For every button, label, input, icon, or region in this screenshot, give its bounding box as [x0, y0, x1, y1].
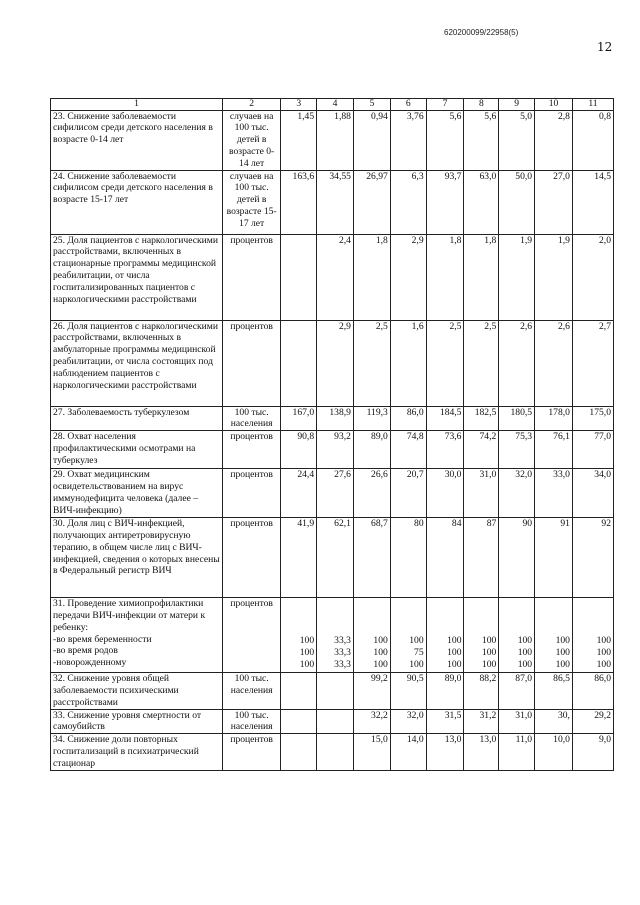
column-header: 3 [281, 99, 317, 111]
value-cell: 26,97 [353, 170, 390, 234]
value-cell: 9,0 [572, 734, 613, 770]
value-cell: 1,8 [426, 234, 464, 320]
value-cell: 180,5 [499, 406, 535, 431]
indicator-name-cell: 23. Снижение заболеваемости сифилисом среди детского населения в возрасте 0-14 лет [51, 110, 223, 170]
sub-value: 100 [409, 635, 424, 647]
value-cell: 10,0 [535, 734, 573, 770]
value-cell: 90 [499, 518, 535, 598]
value-cell: 93,7 [426, 170, 464, 234]
value-cell: 88,2 [464, 673, 499, 709]
column-header: 2 [222, 99, 280, 111]
value-cell: 91 [535, 518, 573, 598]
indicator-name-cell: 30. Доля лиц с ВИЧ-инфекцией, получающих антиретровирусную терапию, в общем числе лиц с ВИЧ-инфекцией, сведения о которых внесены в Федеральный регистр ВИЧ [51, 518, 223, 598]
indicator-name-cell: 33. Снижение уровня смертности от самоубийств [51, 709, 223, 734]
sub-value: 100 [555, 646, 570, 658]
value-cell: 2,4 [317, 234, 354, 320]
value-cell: 13,0 [464, 734, 499, 770]
value-cell: 89,0 [353, 431, 390, 469]
table-row [51, 170, 614, 234]
header-row [51, 99, 614, 111]
value-cell: 74,8 [390, 431, 426, 469]
sub-value: 100 [596, 635, 611, 647]
value-cell: 2,5 [353, 320, 390, 406]
indicator-name-cell: 32. Снижение уровня общей заболеваемости психическими расстройствами [51, 673, 223, 709]
sub-value: 100 [447, 646, 462, 658]
value-cell: 184,5 [426, 406, 464, 431]
unit-cell: процентов [222, 469, 280, 518]
sub-indicator-label: -новорожденному [53, 657, 127, 669]
unit-cell: процентов [222, 734, 280, 770]
value-cell [281, 320, 317, 406]
value-cell: 11,0 [499, 734, 535, 770]
value-cell [281, 734, 317, 770]
table-row [51, 110, 614, 170]
value-cell: 2,0 [572, 234, 613, 320]
value-cell: 0,8 [572, 110, 613, 170]
value-cell: 32,2 [353, 709, 390, 734]
sub-value: 100 [299, 646, 315, 658]
value-cell: 3,76 [390, 110, 426, 170]
table-row [51, 431, 614, 469]
value-cell: 32,0 [390, 709, 426, 734]
value-cell: 86,0 [572, 673, 613, 709]
sub-value: 100 [517, 635, 533, 647]
value-cell: 92 [572, 518, 613, 598]
value-cell: 89,0 [426, 673, 464, 709]
indicator-name-cell: 27. Заболеваемость туберкулезом [51, 406, 223, 431]
sub-value: 100 [517, 646, 533, 658]
value-cell: 33,0 [535, 469, 573, 518]
value-cell [281, 598, 317, 673]
value-cell [464, 598, 499, 673]
value-cell: 14,5 [572, 170, 613, 234]
value-cell: 2,8 [535, 110, 573, 170]
table-row [51, 320, 614, 406]
sub-value: 100 [299, 658, 315, 670]
value-cell: 1,9 [499, 234, 535, 320]
unit-cell: случаев на 100 тыс. детей в возрасте 0-14 лет [222, 110, 280, 170]
value-cell: 1,88 [317, 110, 354, 170]
indicator-name-cell [51, 598, 223, 673]
indicator-name-cell: 29. Охват медицинским освидетельствованием на вирус иммунодефицита человека (далее – ВИЧ-инфекцию) [51, 469, 223, 518]
value-cell: 2,9 [390, 234, 426, 320]
value-cell: 5,6 [464, 110, 499, 170]
value-cell: 20,7 [390, 469, 426, 518]
value-cell: 0,94 [353, 110, 390, 170]
value-cell: 163,6 [281, 170, 317, 234]
column-header: 4 [317, 99, 354, 111]
sub-value: 100 [481, 646, 497, 658]
value-cell [499, 598, 535, 673]
sub-value: 100 [447, 658, 462, 670]
column-header: 5 [353, 99, 390, 111]
value-cell: 2,5 [464, 320, 499, 406]
table-row [51, 673, 614, 709]
table-body [51, 99, 614, 771]
value-cell: 2,7 [572, 320, 613, 406]
value-cell [353, 598, 390, 673]
value-cell: 2,6 [499, 320, 535, 406]
document-code: 620200099/22958(5) [444, 28, 519, 37]
value-cell [281, 234, 317, 320]
value-cell [317, 734, 354, 770]
value-cell: 34,0 [572, 469, 613, 518]
table-row [51, 709, 614, 734]
sub-value: 33,3 [334, 635, 351, 647]
value-cell: 62,1 [317, 518, 354, 598]
value-cell: 14,0 [390, 734, 426, 770]
unit-cell: случаев на 100 тыс. детей в возрасте 15-17 лет [222, 170, 280, 234]
indicator-name-cell: 24. Снижение заболеваемости сифилисом среди детского населения в возрасте 15-17 лет [51, 170, 223, 234]
table-row [51, 234, 614, 320]
sub-value: 75 [414, 646, 424, 658]
sub-value: 100 [555, 635, 570, 647]
value-cell: 80 [390, 518, 426, 598]
unit-cell: процентов [222, 518, 280, 598]
value-cell: 29,2 [572, 709, 613, 734]
value-cell: 182,5 [464, 406, 499, 431]
sub-value: 100 [409, 658, 424, 670]
value-cell: 74,2 [464, 431, 499, 469]
unit-cell: 100 тыс. населения [222, 673, 280, 709]
column-header: 8 [464, 99, 499, 111]
value-cell: 63,0 [464, 170, 499, 234]
value-cell: 77,0 [572, 431, 613, 469]
value-cell: 86,5 [535, 673, 573, 709]
sub-value: 33,3 [334, 646, 351, 658]
unit-cell: процентов [222, 598, 280, 673]
unit-cell: процентов [222, 234, 280, 320]
table-row [51, 598, 614, 673]
column-header: 10 [535, 99, 573, 111]
value-cell: 27,0 [535, 170, 573, 234]
column-header: 6 [390, 99, 426, 111]
value-cell: 41,9 [281, 518, 317, 598]
value-cell: 99,2 [353, 673, 390, 709]
value-cell: 87 [464, 518, 499, 598]
value-cell [390, 598, 426, 673]
value-cell: 90,8 [281, 431, 317, 469]
table-row [51, 518, 614, 598]
value-cell: 31,0 [499, 709, 535, 734]
value-cell [535, 598, 573, 673]
value-cell: 76,1 [535, 431, 573, 469]
value-cell: 86,0 [390, 406, 426, 431]
value-cell [281, 709, 317, 734]
value-cell: 2,9 [317, 320, 354, 406]
value-cell: 119,3 [353, 406, 390, 431]
unit-cell: процентов [222, 431, 280, 469]
value-cell: 31,2 [464, 709, 499, 734]
sub-value: 100 [373, 658, 388, 670]
value-cell [317, 598, 354, 673]
value-cell: 26,6 [353, 469, 390, 518]
unit-cell: 100 тыс. населения [222, 709, 280, 734]
value-cell: 1,8 [353, 234, 390, 320]
sub-value: 100 [481, 658, 497, 670]
column-header: 11 [572, 99, 613, 111]
value-cell: 6,3 [390, 170, 426, 234]
sub-value: 100 [299, 635, 315, 647]
value-cell: 1,8 [464, 234, 499, 320]
column-header: 9 [499, 99, 535, 111]
indicator-table [50, 98, 614, 771]
value-cell [317, 709, 354, 734]
value-cell: 1,45 [281, 110, 317, 170]
value-cell: 87,0 [499, 673, 535, 709]
unit-cell: 100 тыс. населения [222, 406, 280, 431]
value-cell: 84 [426, 518, 464, 598]
table-row [51, 734, 614, 770]
value-cell: 175,0 [572, 406, 613, 431]
sub-value: 100 [517, 658, 533, 670]
sub-value: 100 [373, 646, 388, 658]
sub-value: 100 [447, 635, 462, 647]
sub-value: 100 [555, 658, 570, 670]
value-cell: 138,9 [317, 406, 354, 431]
sub-value: 100 [596, 658, 611, 670]
value-cell: 31,5 [426, 709, 464, 734]
column-header: 1 [51, 99, 223, 111]
value-cell: 2,5 [426, 320, 464, 406]
sub-value: 100 [596, 646, 611, 658]
value-cell: 30,0 [426, 469, 464, 518]
page-number: 12 [597, 40, 613, 54]
value-cell: 178,0 [535, 406, 573, 431]
sub-value: 100 [373, 635, 388, 647]
value-cell: 27,6 [317, 469, 354, 518]
indicator-name-cell: 28. Охват населения профилактическими осмотрами на туберкулез [51, 431, 223, 469]
value-cell: 90,5 [390, 673, 426, 709]
value-cell: 73,6 [426, 431, 464, 469]
value-cell [572, 598, 613, 673]
value-cell: 75,3 [499, 431, 535, 469]
indicator-name-cell: 34. Снижение доли повторных госпитализаций в психиатрический стационар [51, 734, 223, 770]
value-cell [317, 673, 354, 709]
sub-value: 100 [481, 635, 497, 647]
value-cell: 5,0 [499, 110, 535, 170]
value-cell: 1,6 [390, 320, 426, 406]
value-cell: 32,0 [499, 469, 535, 518]
value-cell: 50,0 [499, 170, 535, 234]
unit-cell: процентов [222, 320, 280, 406]
value-cell [426, 598, 464, 673]
indicator-name-cell: 25. Доля пациентов с наркологическими расстройствами, включенных в стационарные программы медицинской реабилитации, от числа госпитализированных пациентов с наркологическими расстройствами [51, 234, 223, 320]
value-cell: 2,6 [535, 320, 573, 406]
indicator-name-cell: 26. Доля пациентов с наркологическими расстройствами, включенных в амбулаторные программы медицинской реабилитации, от числа состоящих под наблюдением пациентов с наркологическими расстройствами [51, 320, 223, 406]
value-cell: 31,0 [464, 469, 499, 518]
value-cell: 5,6 [426, 110, 464, 170]
value-cell: 93,2 [317, 431, 354, 469]
value-cell: 13,0 [426, 734, 464, 770]
value-cell: 15,0 [353, 734, 390, 770]
value-cell: 30, [535, 709, 573, 734]
value-cell: 1,9 [535, 234, 573, 320]
value-cell: 68,7 [353, 518, 390, 598]
sub-indicator-label: -во время беременности [53, 633, 152, 645]
sub-indicator-label: -во время родов [53, 645, 118, 657]
value-cell: 24,4 [281, 469, 317, 518]
column-header: 7 [426, 99, 464, 111]
sub-value: 33,3 [334, 658, 351, 670]
table-row [51, 469, 614, 518]
value-cell [281, 673, 317, 709]
table-row [51, 406, 614, 431]
value-cell: 167,0 [281, 406, 317, 431]
indicator-name: 31. Проведение химиопрофилактики передачи ВИЧ-инфекции от матери к ребенку: [53, 598, 206, 633]
value-cell: 34,55 [317, 170, 354, 234]
